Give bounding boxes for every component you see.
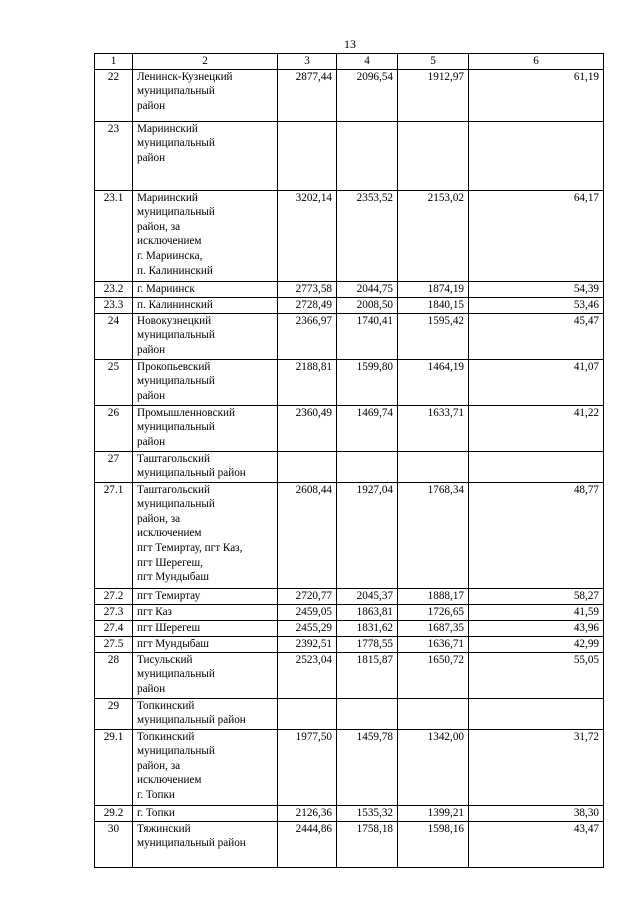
municipality-name: Тисульский муниципальный район <box>133 652 278 698</box>
value-col-3: 2360,49 <box>278 405 337 451</box>
value-col-3: 2459,05 <box>278 604 337 620</box>
value-col-5: 1636,71 <box>398 636 469 652</box>
value-col-5: 1768,34 <box>398 482 469 588</box>
value-col-6 <box>469 121 604 190</box>
value-col-3: 2455,29 <box>278 620 337 636</box>
value-col-6: 38,30 <box>469 805 604 821</box>
municipality-name: г. Топки <box>133 805 278 821</box>
table-row <box>95 482 604 588</box>
value-col-3: 2728,49 <box>278 297 337 313</box>
tariff-table <box>94 53 604 868</box>
value-col-4: 1778,55 <box>337 636 398 652</box>
value-col-3 <box>278 121 337 190</box>
table-row <box>95 405 604 451</box>
column-number-row <box>95 54 604 70</box>
value-col-5: 1840,15 <box>398 297 469 313</box>
row-number: 23 <box>95 121 133 190</box>
value-col-4 <box>337 451 398 482</box>
value-col-6: 48,77 <box>469 482 604 588</box>
value-col-6: 58,27 <box>469 588 604 604</box>
municipality-name: Мариинский муниципальный район <box>133 121 278 190</box>
value-col-5: 1912,97 <box>398 69 469 121</box>
value-col-5 <box>398 121 469 190</box>
row-number: 27.5 <box>95 636 133 652</box>
table-row <box>95 297 604 313</box>
municipality-name: пгт Мундыбаш <box>133 636 278 652</box>
municipality-name: Топкинский муниципальный район <box>133 698 278 729</box>
value-col-3: 2444,86 <box>278 821 337 867</box>
value-col-5: 1888,17 <box>398 588 469 604</box>
value-col-4: 2096,54 <box>337 69 398 121</box>
value-col-6: 43,96 <box>469 620 604 636</box>
value-col-6 <box>469 698 604 729</box>
municipality-name: г. Мариинск <box>133 281 278 297</box>
value-col-4: 1758,18 <box>337 821 398 867</box>
table-row <box>95 190 604 281</box>
value-col-3: 2523,04 <box>278 652 337 698</box>
row-number: 29 <box>95 698 133 729</box>
value-col-4: 1469,74 <box>337 405 398 451</box>
value-col-4: 2044,75 <box>337 281 398 297</box>
row-number: 29.1 <box>95 729 133 805</box>
row-number: 22 <box>95 69 133 121</box>
column-number: 2 <box>133 54 278 70</box>
row-number: 27.4 <box>95 620 133 636</box>
value-col-4: 1863,81 <box>337 604 398 620</box>
value-col-6: 41,59 <box>469 604 604 620</box>
row-number: 30 <box>95 821 133 867</box>
value-col-5: 1595,42 <box>398 313 469 359</box>
table-row <box>95 698 604 729</box>
value-col-4 <box>337 698 398 729</box>
row-number: 27.3 <box>95 604 133 620</box>
value-col-5: 1598,16 <box>398 821 469 867</box>
value-col-6: 53,46 <box>469 297 604 313</box>
municipality-name: Новокузнецкий муниципальный район <box>133 313 278 359</box>
municipality-name: Таштагольский муниципальный район <box>133 451 278 482</box>
municipality-name: пгт Каз <box>133 604 278 620</box>
table-row <box>95 636 604 652</box>
municipality-name: пгт Шерегеш <box>133 620 278 636</box>
value-col-4: 1459,78 <box>337 729 398 805</box>
value-col-3: 2877,44 <box>278 69 337 121</box>
municipality-name: п. Калининский <box>133 297 278 313</box>
value-col-4: 1815,87 <box>337 652 398 698</box>
value-col-5: 1687,35 <box>398 620 469 636</box>
row-number: 25 <box>95 359 133 405</box>
value-col-5 <box>398 698 469 729</box>
value-col-6: 31,72 <box>469 729 604 805</box>
table-row <box>95 313 604 359</box>
value-col-3 <box>278 451 337 482</box>
value-col-5: 1399,21 <box>398 805 469 821</box>
value-col-6: 61,19 <box>469 69 604 121</box>
row-number: 23.2 <box>95 281 133 297</box>
municipality-name: Прокопьевский муниципальный район <box>133 359 278 405</box>
value-col-6: 41,22 <box>469 405 604 451</box>
municipality-name: Топкинский муниципальный район, за исключением г. Топки <box>133 729 278 805</box>
value-col-6: 43,47 <box>469 821 604 867</box>
row-number: 23.1 <box>95 190 133 281</box>
value-col-5: 1650,72 <box>398 652 469 698</box>
municipality-name: Тяжинский муниципальный район <box>133 821 278 867</box>
value-col-3: 2773,58 <box>278 281 337 297</box>
value-col-5 <box>398 451 469 482</box>
value-col-5: 1726,65 <box>398 604 469 620</box>
value-col-4: 1535,32 <box>337 805 398 821</box>
row-number: 26 <box>95 405 133 451</box>
value-col-4: 2008,50 <box>337 297 398 313</box>
table-row <box>95 588 604 604</box>
value-col-4: 1740,41 <box>337 313 398 359</box>
value-col-3: 3202,14 <box>278 190 337 281</box>
value-col-6 <box>469 451 604 482</box>
row-number: 23.3 <box>95 297 133 313</box>
value-col-6: 45,47 <box>469 313 604 359</box>
column-number: 5 <box>398 54 469 70</box>
column-number: 3 <box>278 54 337 70</box>
municipality-name: Мариинский муниципальный район, за исключением г. Мариинска, п. Калининский <box>133 190 278 281</box>
value-col-6: 64,17 <box>469 190 604 281</box>
value-col-5: 1464,19 <box>398 359 469 405</box>
row-number: 24 <box>95 313 133 359</box>
row-number: 29.2 <box>95 805 133 821</box>
municipality-name: Таштагольский муниципальный район, за исключением пгт Темиртау, пгт Каз, пгт Шерегеш, пгт Мундыбаш <box>133 482 278 588</box>
table-row <box>95 604 604 620</box>
value-col-3: 2720,77 <box>278 588 337 604</box>
value-col-3: 1977,50 <box>278 729 337 805</box>
row-number: 28 <box>95 652 133 698</box>
municipality-name: Ленинск-Кузнецкий муниципальный район <box>133 69 278 121</box>
value-col-3: 2188,81 <box>278 359 337 405</box>
column-number: 4 <box>337 54 398 70</box>
value-col-3: 2126,36 <box>278 805 337 821</box>
row-number: 27 <box>95 451 133 482</box>
table-row <box>95 69 604 121</box>
row-number: 27.1 <box>95 482 133 588</box>
municipality-name: Промышленновский муниципальный район <box>133 405 278 451</box>
value-col-6: 55,05 <box>469 652 604 698</box>
value-col-4: 1599,80 <box>337 359 398 405</box>
table-row <box>95 121 604 190</box>
value-col-5: 1342,00 <box>398 729 469 805</box>
table-row <box>95 281 604 297</box>
value-col-3: 2608,44 <box>278 482 337 588</box>
value-col-4: 2045,37 <box>337 588 398 604</box>
table-row <box>95 359 604 405</box>
page-number: 13 <box>344 37 356 51</box>
value-col-3: 2366,97 <box>278 313 337 359</box>
value-col-5: 2153,02 <box>398 190 469 281</box>
row-number: 27.2 <box>95 588 133 604</box>
value-col-4 <box>337 121 398 190</box>
value-col-6: 42,99 <box>469 636 604 652</box>
value-col-4: 1831,62 <box>337 620 398 636</box>
table-row <box>95 821 604 867</box>
value-col-3: 2392,51 <box>278 636 337 652</box>
value-col-3 <box>278 698 337 729</box>
value-col-5: 1874,19 <box>398 281 469 297</box>
table-row <box>95 729 604 805</box>
value-col-4: 2353,52 <box>337 190 398 281</box>
municipality-name: пгт Темиртау <box>133 588 278 604</box>
column-number: 6 <box>469 54 604 70</box>
table-row <box>95 805 604 821</box>
column-number: 1 <box>95 54 133 70</box>
table-row <box>95 620 604 636</box>
table-row <box>95 451 604 482</box>
value-col-6: 54,39 <box>469 281 604 297</box>
value-col-4: 1927,04 <box>337 482 398 588</box>
table-row <box>95 652 604 698</box>
value-col-6: 41,07 <box>469 359 604 405</box>
value-col-5: 1633,71 <box>398 405 469 451</box>
